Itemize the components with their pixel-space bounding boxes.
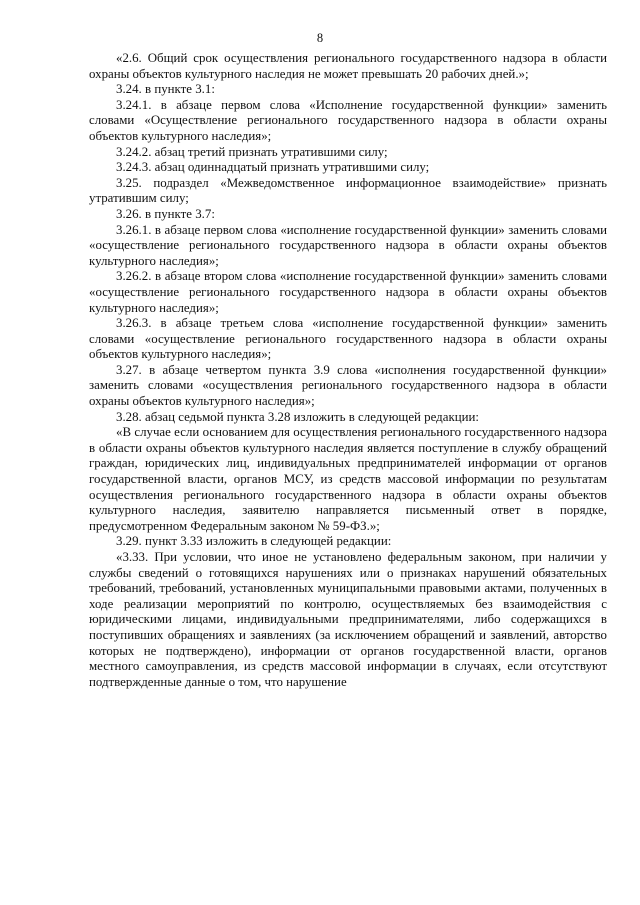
paragraph-3-26: 3.26. в пункте 3.7: [116, 206, 215, 221]
paragraph-3-29: 3.29. пункт 3.33 изложить в следующей редакции: [116, 534, 392, 549]
paragraph-3-25: 3.25. подраздел «Межведомственное информационное взаимодействие» признать утратившим силу; [89, 175, 607, 206]
paragraph-3-24-3: 3.24.3. абзац одиннадцатый признать утратившими силу; [116, 160, 430, 175]
paragraph-3-33-quote: «3.33. При условии, что иное не установлено федеральным законом, при наличии у службы сведений о готовящихся нарушениях или о признаках нарушений обязательных требований, требований, установленных муниципальными правовыми актами, полученных в ходе реализации мероприятий по контролю, осуществляемых без взаимодействия с юридическими лицами, индивидуальными предпринимателями, либо содержащихся в поступивших обращениях и заявлениях (за исключением обращений и заявлений, авторство которых не подтверждено), информации от органов государственной власти, органов местного самоуправления, из средств массовой информации в случаях, если отсутствуют подтвержденные данные о том, что нарушение [89, 550, 607, 689]
paragraph-3-27: 3.27. в абзаце четвертом пункта 3.9 слова «исполнения государственной функции» заменить словами «осуществления регионального государственного надзора в области охраны объектов культурного наследия»; [89, 362, 607, 409]
paragraph-3-24: 3.24. в пункте 3.1: [116, 82, 215, 97]
paragraph-2-6-quote: «2.6. Общий срок осуществления регионального государственного надзора в области охраны объектов культурного наследия не может превышать 20 рабочих дней.»; [89, 51, 607, 81]
paragraph-3-28-quote: «В случае если основанием для осуществления регионального государственного надзора в области охраны объектов культурного наследия является поступление в службу обращений граждан, юридических лиц, индивидуальных предпринимателей информации от органов государственной власти, органов МСУ, из средств массовой информации по результатам осуществления регионального государственного надзора в области охраны объектов культурного наследия, заявителю направляется письменный ответ в порядке, предусмотренном Федеральным законом № 59-ФЗ.»; [89, 425, 607, 533]
paragraph-3-24-2: 3.24.2. абзац третий признать утратившими силу; [116, 144, 388, 159]
paragraph-3-24-1: 3.24.1. в абзаце первом слова «Исполнение государственной функции» заменить словами «Осуществление регионального государственного надзора в области охраны объектов культурного наследия»; [89, 97, 607, 143]
paragraph-3-26-1: 3.26.1. в абзаце первом слова «исполнение государственной функции» заменить словами «осуществление регионального государственного надзора в области охраны объектов культурного наследия»; [89, 222, 607, 268]
paragraph-3-26-3: 3.26.3. в абзаце третьем слова «исполнение государственной функции» заменить словами «осуществление регионального государственного надзора в области охраны объектов культурного наследия»; [89, 316, 607, 362]
paragraph-3-28: 3.28. абзац седьмой пункта 3.28 изложить в следующей редакции: [116, 409, 479, 424]
document-body [89, 51, 607, 690]
page-number: 8 [316, 31, 324, 45]
paragraph-3-26-2: 3.26.2. в абзаце втором слова «исполнение государственной функции» заменить словами «осуществление регионального государственного надзора в области охраны объектов культурного наследия»; [89, 269, 607, 315]
